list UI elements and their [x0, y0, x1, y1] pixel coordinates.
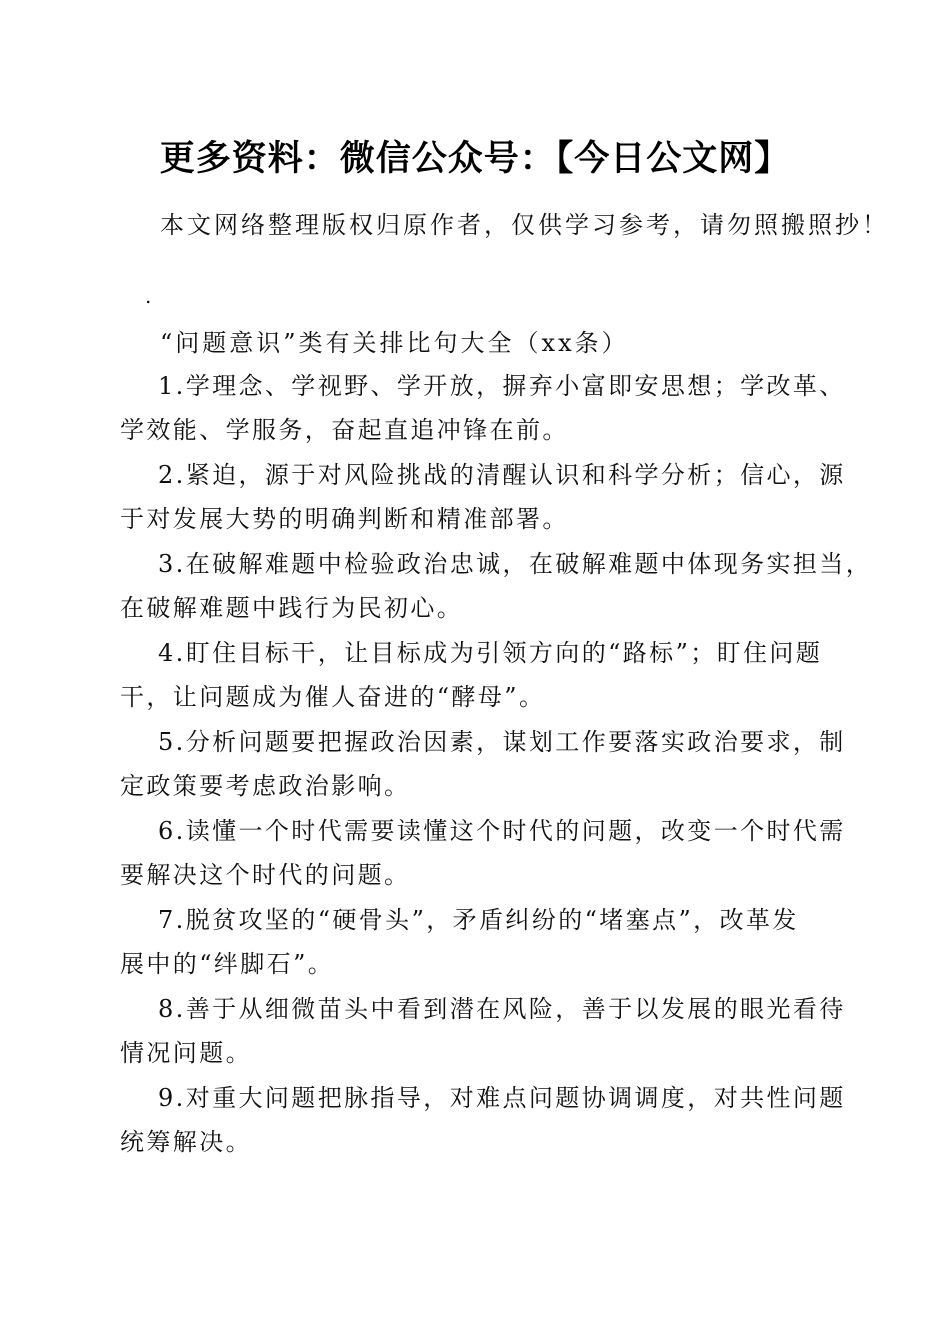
item-line: 在破解难题中践行为民初心。: [120, 594, 464, 622]
disclaimer-text: 本文网络整理版权归原作者，仅供学习参考，请勿照搬照抄！: [160, 211, 889, 239]
item-line: 统筹解决。: [120, 1128, 252, 1156]
item-line: 学效能、学服务，奋起直追冲锋在前。: [120, 416, 569, 444]
item-line: 6.读懂一个时代需要读懂这个时代的问题，改变一个时代需: [158, 817, 846, 845]
list-item: [120, 636, 832, 725]
separator-dot: .: [145, 284, 152, 308]
list-item: [120, 1081, 846, 1170]
list-item: [120, 992, 846, 1081]
item-line: 1.学理念、学视野、学开放，摒弃小富即安思想；学改革、: [158, 372, 846, 400]
item-line: 4.盯住目标干，让目标成为引领方向的“路标”；盯住问题: [158, 639, 823, 667]
item-line: 情况问题。: [120, 1039, 252, 1067]
list-item: [120, 725, 846, 814]
item-line: 3.在破解难题中检验政治忠诚，在破解难题中体现务实担当，: [158, 550, 873, 578]
item-list: [120, 369, 873, 1170]
item-line: 7.脱贫攻坚的“硬骨头”，矛盾纠纷的“堵塞点”，改革发: [158, 906, 799, 934]
list-item: [120, 814, 846, 903]
list-item: [120, 458, 846, 547]
item-line: 干，让问题成为催人奋进的“酵母”。: [120, 683, 546, 711]
item-line: 要解决这个时代的问题。: [120, 861, 411, 889]
list-item: [120, 903, 832, 992]
item-line: 8.善于从细微苗头中看到潜在风险，善于以发展的眼光看待: [158, 995, 846, 1023]
header-title: 更多资料：微信公众号：【今日公文网】: [159, 138, 791, 179]
item-line: 于对发展大势的明确判断和精准部署。: [120, 505, 569, 533]
item-line: 展中的“绊脚石”。: [120, 950, 335, 978]
list-item: [120, 369, 846, 458]
item-line: 2.紧迫，源于对风险挑战的清醒认识和科学分析；信心，源: [158, 461, 846, 489]
item-line: 9.对重大问题把脉指导，对难点问题协调调度，对共性问题: [158, 1084, 846, 1112]
item-line: 定政策要考虑政治影响。: [120, 772, 411, 800]
list-item: [120, 547, 873, 636]
section-heading: “问题意识”类有关排比句大全（xx条）: [160, 329, 629, 357]
item-line: 5.分析问题要把握政治因素，谋划工作要落实政治要求，制: [158, 728, 846, 756]
